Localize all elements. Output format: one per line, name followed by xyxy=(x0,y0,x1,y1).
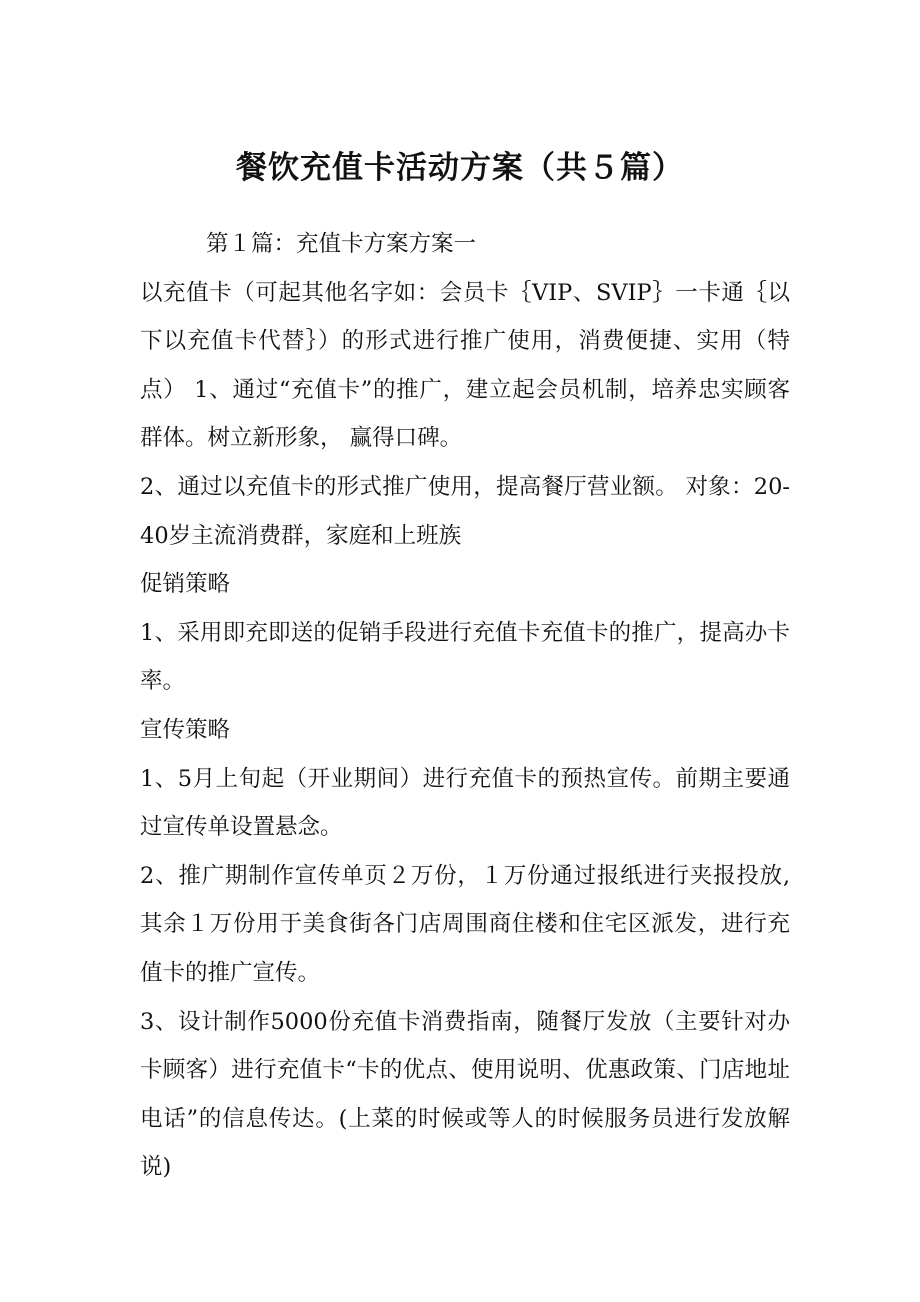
paragraph: 以充值卡（可起其他名字如：会员卡｛VIP、SVIP｝一卡通｛以下以充值卡代替｝）的形式进行推广使用，消费便捷、实用（特点） 1、通过“充值卡”的推广，建立起会员机制，培养忠实顾客群体。树立新形象， 赢得口碑。 xyxy=(140,279,790,452)
paragraph: 2、推广期制作宣传单页２万份，１万份通过报纸进行夹报投放,其余１万份用于美食街各门店周围商住楼和住宅区派发，进行充值卡的推广宣传。 xyxy=(140,862,790,986)
section-heading: 第１篇：充值卡方案方案一 xyxy=(206,231,477,257)
document-title: 餐饮充值卡活动方案（共５篇） xyxy=(236,150,684,186)
document-body xyxy=(140,220,790,1192)
paragraph: 2、通过以充值卡的形式推广使用，提高餐厅营业额。 对象：20-40岁主流消费群，家庭和上班族 xyxy=(140,473,790,549)
subheading-promotion-strategy: 促销策略 xyxy=(140,571,231,598)
subheading-publicity-strategy: 宣传策略 xyxy=(140,716,231,743)
paragraph: 1、采用即充即送的促销手段进行充值卡充值卡的推广，提高办卡率。 xyxy=(140,619,790,695)
paragraph: 1、5月上旬起（开业期间）进行充值卡的预热宣传。前期主要通过宣传单设置悬念。 xyxy=(140,765,790,841)
paragraph: 3、设计制作5000份充值卡消费指南，随餐厅发放（主要针对办卡顾客）进行充值卡“卡的优点、使用说明、优惠政策、门店地址电话”的信息传达。(上菜的时候或等人的时候服务员进行发放解说) xyxy=(140,1008,790,1181)
